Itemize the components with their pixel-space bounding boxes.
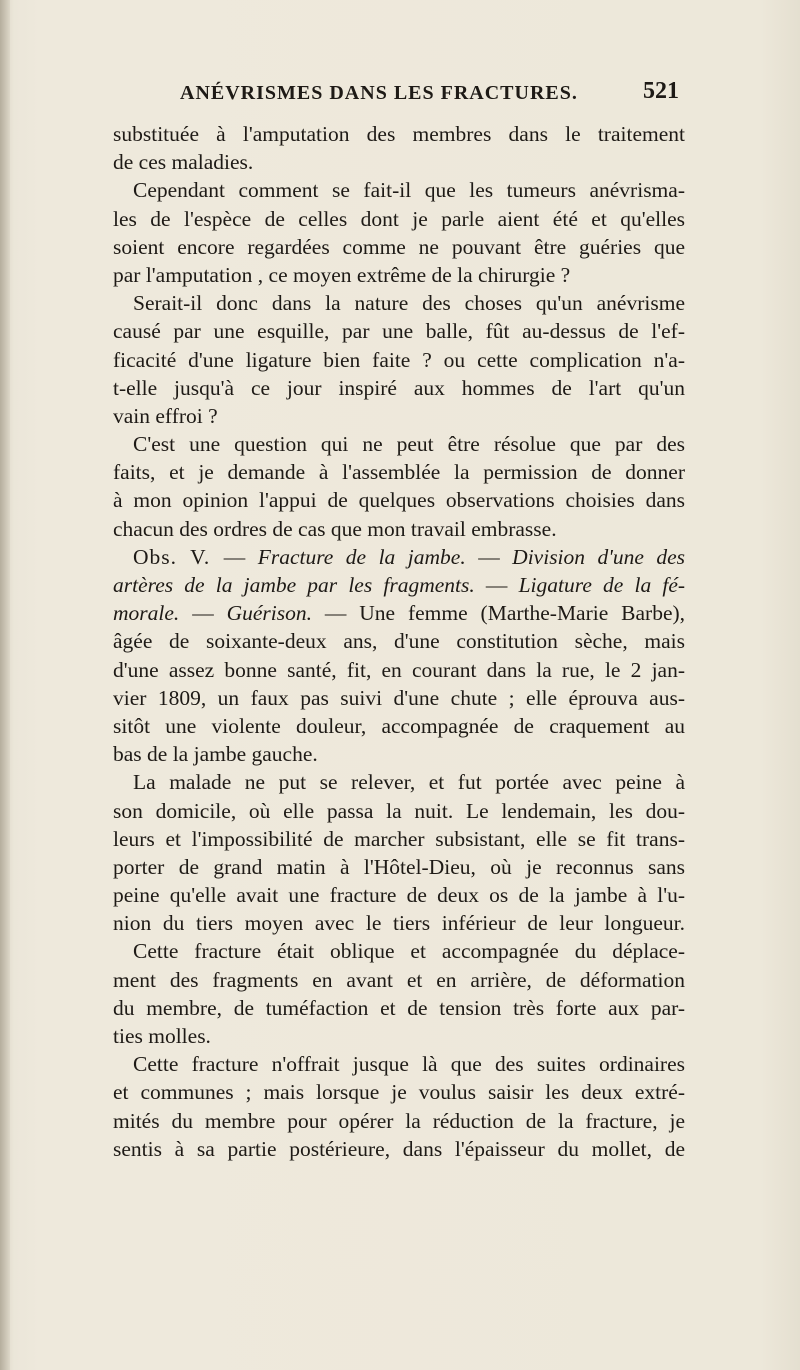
text-line: les de l'espèce de celles dont je parle aient été et qu'elles xyxy=(113,206,685,231)
text-line: nion du tiers moyen avec le tiers inférieur de leur longueur. xyxy=(113,911,685,936)
text-line: mités du membre pour opérer la réduction de la fracture, je xyxy=(113,1108,685,1133)
text-line: sentis à sa partie postérieure, dans l'épaisseur du mollet, de xyxy=(113,1136,685,1161)
text-line: causé par une esquille, par une balle, fût au-dessus de l'ef- xyxy=(113,319,685,344)
dash: — xyxy=(223,544,246,569)
observation-title: Guérison. xyxy=(226,601,312,626)
text-line: porter de grand matin à l'Hôtel-Dieu, où je reconnus sans xyxy=(113,854,685,879)
text-line: Cependant comment se fait-il que les tumeurs anévrisma- xyxy=(133,178,685,203)
observation-title: Division d'une des xyxy=(512,544,686,569)
observation-title: artères de la jambe par les fragments. xyxy=(113,573,475,597)
dash: — xyxy=(478,544,500,569)
text-line: substituée à l'amputation des membres dans le traitement xyxy=(113,122,685,146)
observation-label: Obs. V. xyxy=(133,544,224,569)
observation-title: Ligature de la fé- xyxy=(518,573,686,597)
text-line: et communes ; mais lorsque je voulus saisir les deux extré- xyxy=(113,1080,685,1105)
text-line: leurs et l'impossibilité de marcher subsistant, elle se fit trans- xyxy=(113,826,685,851)
text-line: âgée de soixante-deux ans, d'une constitution sèche, mais xyxy=(113,629,685,654)
text-line: bas de la jambe gauche. xyxy=(113,742,318,767)
dash: — xyxy=(192,601,214,626)
text-line: C'est une question qui ne peut être résolue que par des xyxy=(133,432,685,457)
text-line: La malade ne put se relever, et fut portée avec peine à xyxy=(133,770,685,795)
observation-title: Fracture de la jambe. xyxy=(257,544,466,569)
text-line: Cette fracture n'offrait jusque là que des suites ordinaires xyxy=(133,1052,685,1077)
text-line: t-elle jusqu'à ce jour inspiré aux hommes de l'art qu'un xyxy=(113,375,685,400)
page-number: 521 xyxy=(643,78,679,104)
text-line: peine qu'elle avait une fracture de deux os de la jambe à l'u- xyxy=(113,883,685,908)
text-line: du membre, de tuméfaction et de tension très forte aux par- xyxy=(113,995,685,1020)
text-line: soient encore regardées comme ne pouvant être guéries que xyxy=(113,234,685,259)
text-line: à mon opinion l'appui de quelques observations choisies dans xyxy=(113,488,685,513)
text-line: vier 1809, un faux pas suivi d'une chute ; elle éprouva aus- xyxy=(113,685,685,710)
text-line xyxy=(113,543,685,571)
text-line: d'une assez bonne santé, fit, en courant dans la rue, le 2 jan- xyxy=(113,657,685,682)
text-line: ties molles. xyxy=(113,1024,211,1048)
body-text xyxy=(113,120,685,1163)
running-head-title: ANÉVRISMES DANS LES FRACTURES. xyxy=(180,82,578,104)
running-head xyxy=(0,72,800,112)
text-line: faits, et je demande à l'assemblée la permission de donner xyxy=(113,460,685,485)
observation-text: Une femme (Marthe-Marie Barbe), xyxy=(359,601,686,626)
text-line: son domicile, où elle passa la nuit. Le lendemain, les dou- xyxy=(113,798,685,823)
observation-title: morale. xyxy=(113,601,180,626)
dash: — xyxy=(324,601,347,626)
text-line: ment des fragments en avant et en arrière, de déformation xyxy=(113,967,685,992)
text-line: Serait-il donc dans la nature des choses qu'un anévrisme xyxy=(133,291,685,316)
text-line: Cette fracture était oblique et accompagnée du déplace- xyxy=(133,939,685,964)
text-line xyxy=(113,571,685,599)
text-line: vain effroi ? xyxy=(113,403,218,428)
text-line: par l'amputation , ce moyen extrême de la chirurgie ? xyxy=(113,262,571,287)
page-gutter xyxy=(0,0,10,1370)
text-line: sitôt une violente douleur, accompagnée de craquement au xyxy=(113,713,685,738)
text-line: de ces maladies. xyxy=(113,150,254,175)
text-line xyxy=(113,599,685,627)
dash: — xyxy=(485,573,508,597)
text-line: chacun des ordres de cas que mon travail embrasse. xyxy=(113,516,557,541)
text-line: ficacité d'une ligature bien faite ? ou cette complication n'a- xyxy=(113,347,685,372)
